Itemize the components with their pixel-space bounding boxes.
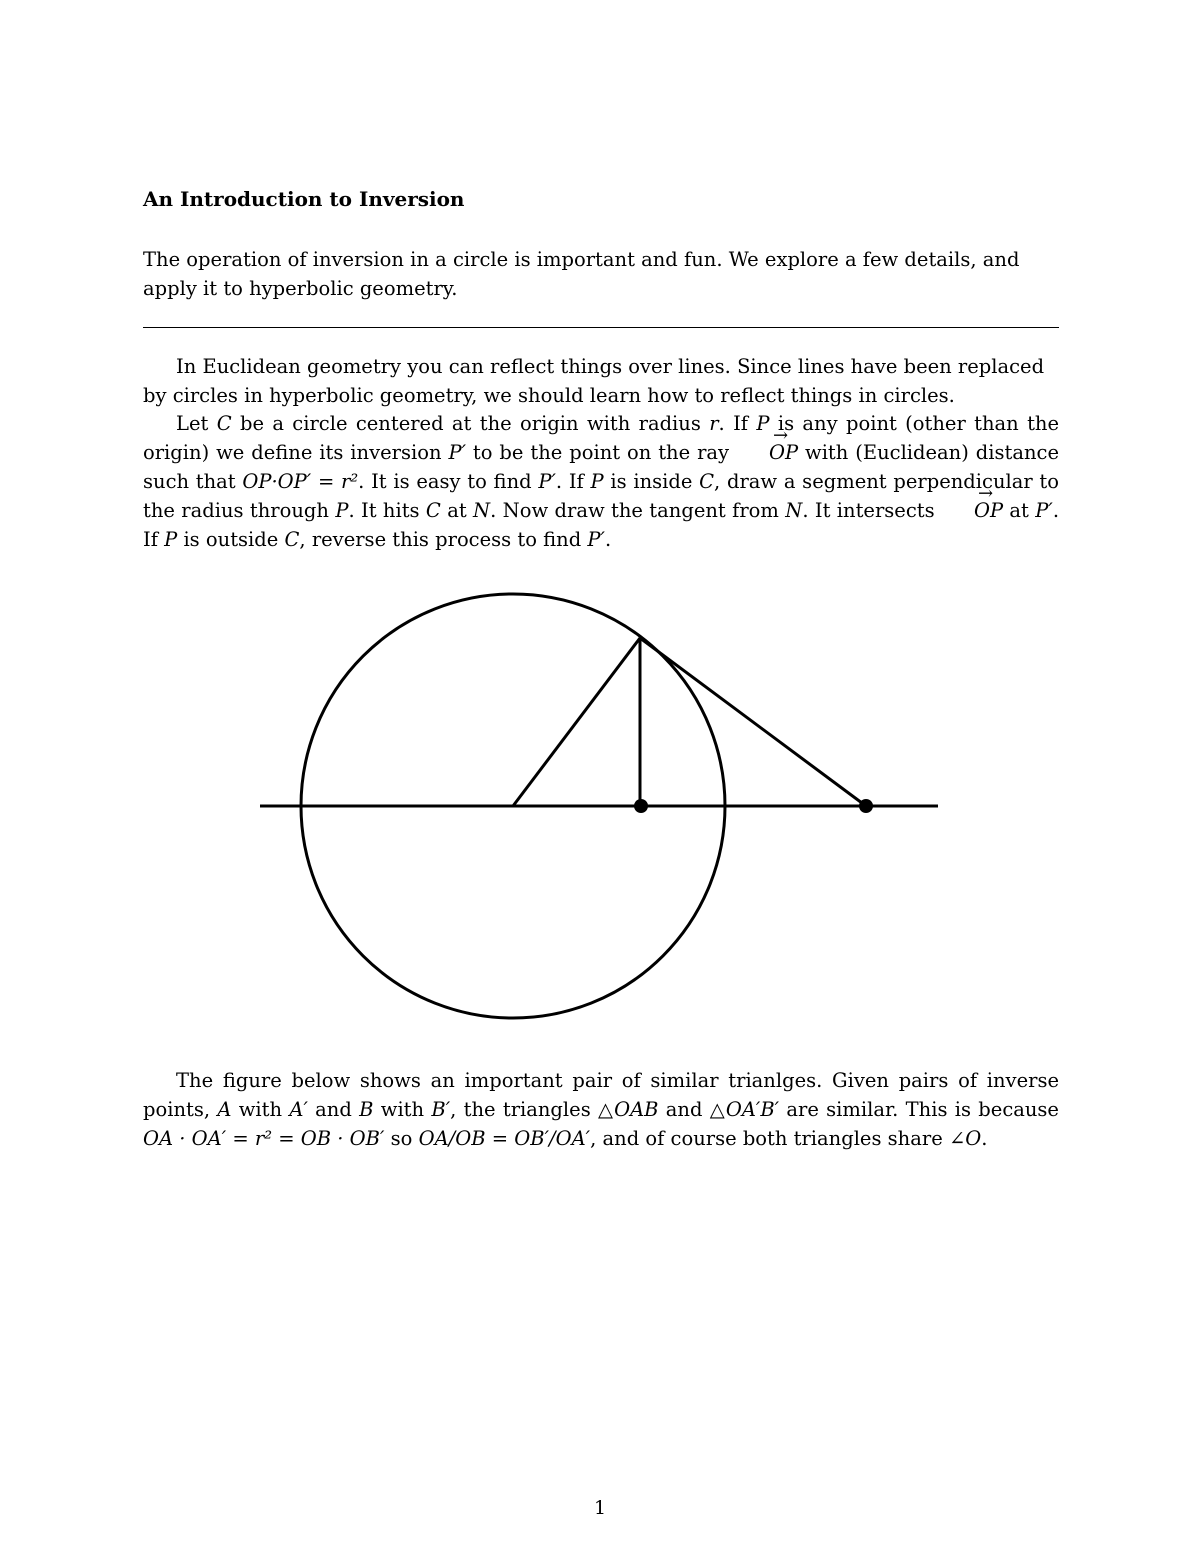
math-P-prime: P′	[448, 441, 467, 464]
triangle-OAB: △OAB	[598, 1098, 659, 1121]
angle-O: ∠O	[948, 1127, 982, 1150]
intro-paragraph: In Euclidean geometry you can reflect things over lines. Since lines have been replaced by circles in hyperbolic geometry, we should learn how to reflect things in circles.	[143, 355, 1045, 407]
abstract-paragraph: The operation of inversion in a circle is important and fun. We explore a few details, and apply it to hyperbolic geometry.	[143, 248, 1020, 300]
section-title: An Introduction to Inversion	[143, 187, 465, 211]
equation-inversion: OP·OP′ = r²	[242, 470, 359, 493]
math-C: C	[216, 412, 232, 435]
ray-OP: OP →	[736, 438, 798, 467]
math-N: N	[473, 499, 491, 522]
similar-triangles-paragraph: The figure below shows an important pair of similar trianlges. Given pairs of inverse points, A with A′ and B with B′, the triangles △OAB and △OA′B′ are similar. This is because OA · OA′ = r² = OB · OB′ so OA/OB = OB′/OA′, and of course both triangles share ∠O.	[143, 1069, 1059, 1150]
tangent-line	[640, 638, 866, 806]
triangle-OApBp: △OA′B′	[709, 1098, 780, 1121]
radius-segment	[513, 638, 640, 806]
equation-products: OA · OA′ = r² = OB · OB′	[143, 1127, 385, 1150]
point-P	[634, 799, 648, 813]
equation-ratios: OA/OB = OB′/OA′	[418, 1127, 591, 1150]
point-P-prime	[859, 799, 873, 813]
definition-paragraph: Let C be a circle centered at the origin with radius r. If P is any point (other than the origin) we define its inversion P′ to be the point on the ray OP → with (Euclidean) distance such that OP·OP′ = r². It is easy to find P′. If P is inside C, draw a segment perpendicular to the radius through P. It hits C at N. Now draw the tangent from N. It intersects OP → at P′. If P is outside C, reverse this process to find P′.	[143, 409, 1059, 554]
page-number: 1	[593, 1497, 607, 1519]
math-r: r	[709, 412, 719, 435]
